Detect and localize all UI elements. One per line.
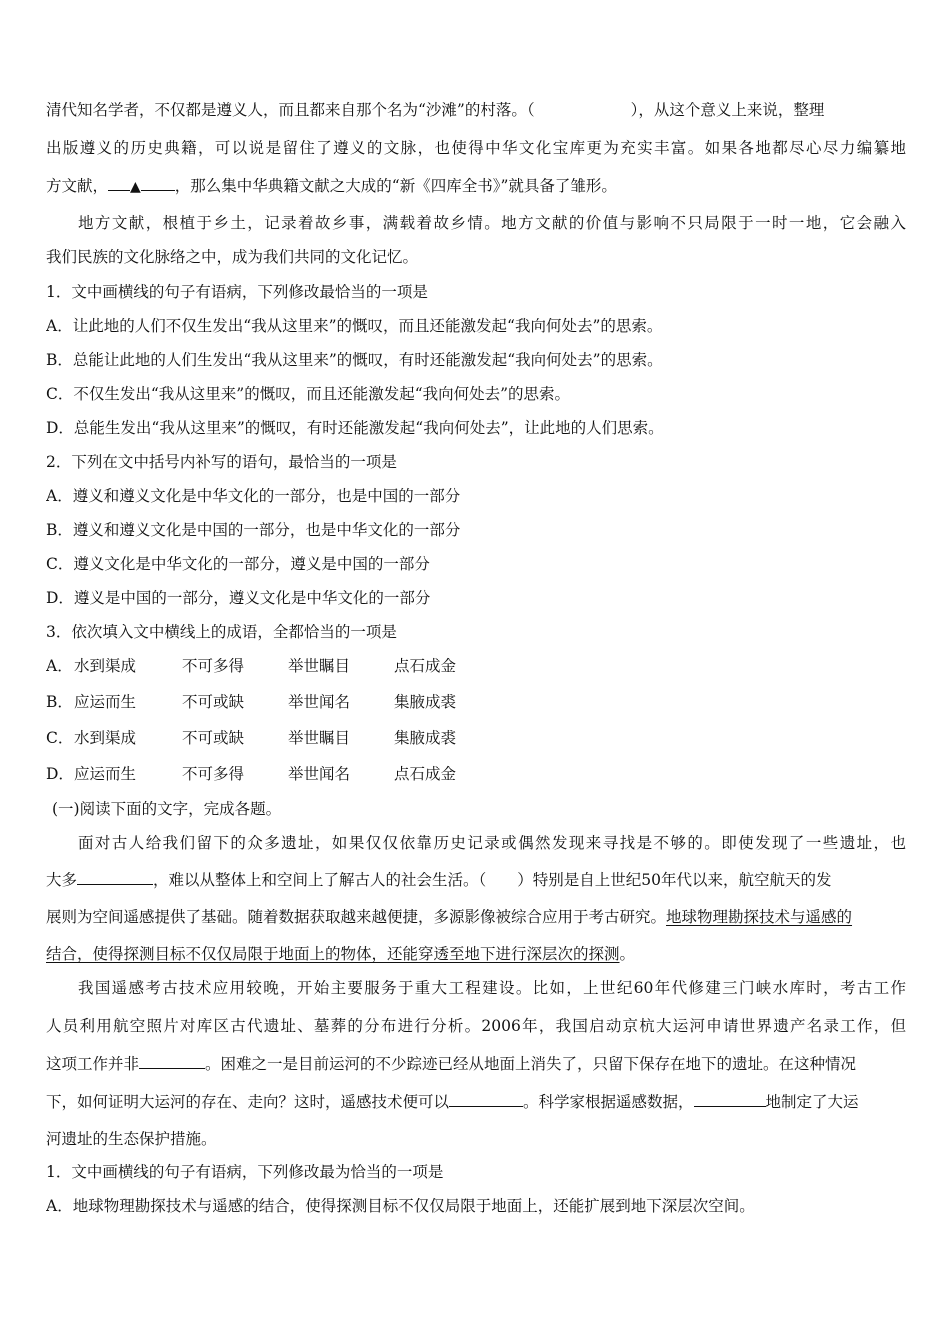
passage-line: 面对古人给我们留下的众多遗址，如果仅仅依靠历史记录或偶然发现来寻找是不够的。即使发现了一些遗址，也 <box>78 834 906 852</box>
option-c[interactable]: C．遵义文化是中华文化的一部分，遵义是中国的一部分 <box>46 555 430 573</box>
blank-line <box>77 868 153 885</box>
idiom: 水到渠成 <box>74 657 137 675</box>
blank-line <box>108 174 130 191</box>
option-b[interactable]: B．遵义和遵义文化是中国的一部分，也是中华文化的一部分 <box>46 521 461 539</box>
option-c[interactable] <box>46 726 906 750</box>
option-d[interactable]: D．遵义是中国的一部分，遵义文化是中华文化的一部分 <box>46 589 431 607</box>
question-stem: 1．文中画横线的句子有语病，下列修改最恰当的一项是 <box>46 283 428 301</box>
passage-line <box>46 174 906 199</box>
passage-text: 。困难之一是目前运河的不少踪迹已经从地面上消失了，只留下保存在地下的遗址。在这种情况 <box>205 1055 857 1073</box>
option-d[interactable]: D．总能生发出“我从这里来”的慨叹，有时还能激发起“我向何处去”，让此地的人们思索。 <box>46 419 664 437</box>
triangle-marker: ▲ <box>130 179 141 195</box>
section-heading: (一)阅读下面的文字，完成各题。 <box>52 800 282 818</box>
idiom: 集腋成裘 <box>394 729 457 747</box>
idiom: 举世瞩目 <box>288 657 351 675</box>
idiom: 举世闻名 <box>288 693 351 711</box>
option-b[interactable]: B．总能让此地的人们生发出“我从这里来”的慨叹，有时还能激发起“我向何处去”的思索。 <box>46 351 663 369</box>
passage-line <box>46 1052 906 1076</box>
idiom: 不可多得 <box>182 765 245 783</box>
passage-line <box>46 942 906 966</box>
passage-text: ，那么集中华典籍文献之大成的“新《四库全书》”就具备了雏形。 <box>174 177 617 195</box>
option-label: A． <box>46 657 73 675</box>
underlined-sentence: 地球物理勘探技术与遥感的 <box>666 908 853 926</box>
option-a[interactable] <box>46 654 906 678</box>
passage-text: 下，如何证明大运河的存在、走向？这时，遥感技术便可以 <box>46 1093 450 1111</box>
passage-line <box>46 98 906 122</box>
passage-text: 展则为空间遥感提供了基础。随着数据获取越来越便捷，多源影像被综合应用于考古研究。 <box>46 908 667 926</box>
idiom: 应运而生 <box>74 765 137 783</box>
passage-line: 我们民族的文化脉络之中，成为我们共同的文化记忆。 <box>46 248 419 266</box>
option-c[interactable]: C．不仅生发出“我从这里来”的慨叹，而且还能激发起“我向何处去”的思索。 <box>46 385 571 403</box>
passage-text: 方文献， <box>46 177 109 195</box>
passage-line: 出版遵义的历史典籍，可以说是留住了遵义的文脉，也使得中华文化宝库更为充实丰富。如果各地都尽心尽力编纂地 <box>46 139 906 157</box>
passage-text: ，难以从整体上和空间上了解古人的社会生活。（ ）特别是自上世纪50年代以来，航空航天的发 <box>153 871 832 889</box>
option-label: B． <box>46 693 73 711</box>
idiom: 应运而生 <box>74 693 137 711</box>
option-label: D． <box>46 765 74 783</box>
passage-text: 地制定了大运 <box>765 1093 859 1111</box>
blank-line <box>694 1090 766 1107</box>
passage-text: 大多 <box>46 871 78 889</box>
option-d[interactable] <box>46 762 906 786</box>
idiom: 集腋成裘 <box>394 693 457 711</box>
passage-line: 河遗址的生态保护措施。 <box>46 1130 217 1148</box>
idiom: 不可或缺 <box>182 693 245 711</box>
passage-text: 。 <box>619 945 636 963</box>
passage-text: 清代知名学者，不仅都是遵义人，而且都来自那个名为“沙滩”的村落。（ <box>46 101 535 119</box>
option-a[interactable]: A．地球物理勘探技术与遥感的结合，使得探测目标不仅仅局限于地面上，还能扩展到地下深层次空间。 <box>46 1197 755 1215</box>
idiom: 举世瞩目 <box>288 729 351 747</box>
passage-text: ），从这个意义上来说，整理 <box>630 101 825 119</box>
question-stem: 1．文中画横线的句子有语病，下列修改最为恰当的一项是 <box>46 1163 444 1181</box>
passage-text: 。科学家根据遥感数据， <box>523 1093 694 1111</box>
idiom: 点石成金 <box>394 657 457 675</box>
option-b[interactable] <box>46 690 906 714</box>
option-a[interactable]: A．让此地的人们不仅生发出“我从这里来”的慨叹，而且还能激发起“我向何处去”的思索。 <box>46 317 663 335</box>
question-stem: 3．依次填入文中横线上的成语，全都恰当的一项是 <box>46 623 397 641</box>
passage-line <box>46 1090 906 1114</box>
passage-text: 这项工作并非 <box>46 1055 140 1073</box>
blank-line <box>449 1090 523 1107</box>
question-stem: 2．下列在文中括号内补写的语句，最恰当的一项是 <box>46 453 397 471</box>
blank-line <box>141 174 175 191</box>
idiom: 点石成金 <box>394 765 457 783</box>
idiom: 不可或缺 <box>182 729 245 747</box>
passage-line <box>46 868 906 892</box>
passage-line: 人员利用航空照片对库区古代遗址、墓葬的分布进行分析。2006年，我国启动京杭大运河申请世界遗产名录工作，但 <box>46 1017 906 1035</box>
option-label: C． <box>46 729 74 747</box>
option-a[interactable]: A．遵义和遵义文化是中华文化的一部分，也是中国的一部分 <box>46 487 461 505</box>
blank-line <box>139 1052 205 1069</box>
passage-line: 我国遥感考古技术应用较晚，开始主要服务于重大工程建设。比如，上世纪60年代修建三门峡水库时，考古工作 <box>78 979 906 997</box>
idiom: 水到渠成 <box>74 729 137 747</box>
underlined-sentence: 结合，使得探测目标不仅仅局限于地面上的物体，还能穿透至地下进行深层次的探测 <box>46 945 620 963</box>
idiom: 不可多得 <box>182 657 245 675</box>
passage-line <box>46 905 906 929</box>
idiom: 举世闻名 <box>288 765 351 783</box>
passage-line: 地方文献，根植于乡土，记录着故乡事，满载着故乡情。地方文献的价值与影响不只局限于一时一地，它会融入 <box>78 214 906 232</box>
